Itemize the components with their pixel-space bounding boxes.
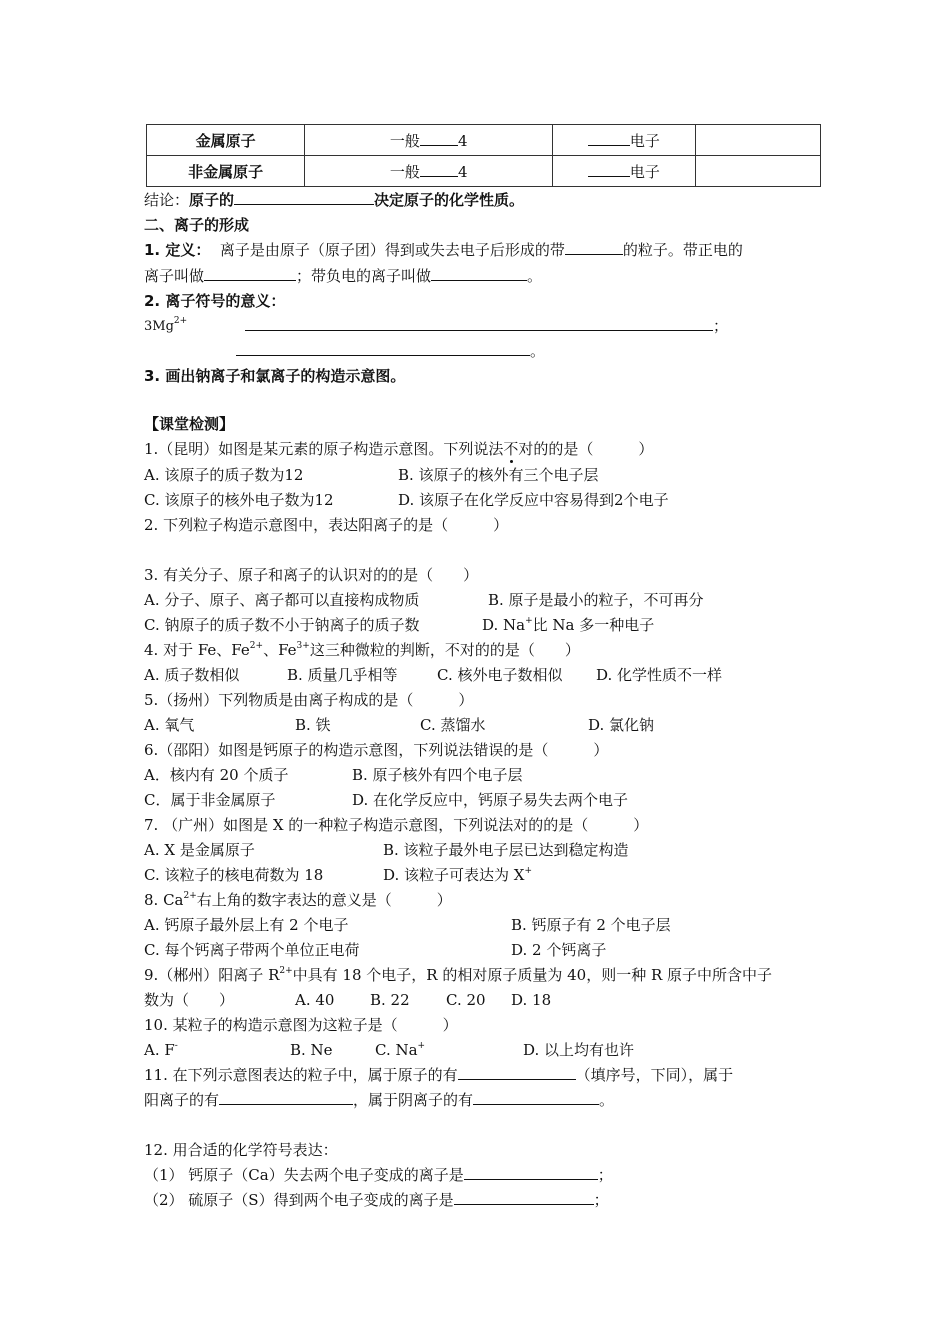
- question-5: 5.（扬州）下列物质是由离子构成的是（ ）: [144, 691, 474, 709]
- answer-blank[interactable]: [234, 190, 374, 205]
- option-b: B. 该原子的核外有三个电子层: [398, 466, 599, 484]
- definition-line: 1. 定义： 离子是由原子（原子团）得到或失去电子后形成的带 的粒子。带正电的: [144, 241, 743, 259]
- option-c: C．属于非金属原子: [144, 791, 276, 809]
- option-c: C. 钠原子的质子数不小于钠离子的质子数: [144, 616, 420, 634]
- table-cell-count: 一般 4: [305, 125, 553, 156]
- answer-blank[interactable]: [236, 341, 530, 356]
- option-c: C. Na+: [375, 1041, 426, 1059]
- table-row: [147, 125, 821, 156]
- option-d: D. Na+比 Na 多一种电子: [482, 616, 655, 634]
- option-b: B. 22: [370, 991, 410, 1009]
- table-cell-electron: 电子: [553, 156, 695, 187]
- question-4: 4. 对于 Fe、$Fe^{2+}$、$Fe^{3+}$这三种微粒的判断，不对的的是（ ）: [144, 641, 580, 659]
- table-row: [147, 156, 821, 187]
- table-cell-type: 非金属原子: [147, 156, 305, 187]
- option-d: D. 该原子在化学反应中容易得到2个电子: [398, 491, 669, 509]
- option-b: B. 钙原子有 2 个电子层: [511, 916, 671, 934]
- option-a: A．核内有 20 个质子: [144, 766, 289, 784]
- question-9: 9.（郴州）阳离子 $R^{2+}$中具有 18 个电子，R 的相对原子质量为 40，则一种 R 原子中所含中子: [144, 966, 773, 984]
- answer-blank[interactable]: [245, 316, 713, 331]
- question-12-part1: （1） 钙原子（Ca）失去两个电子变成的离子是 ；: [144, 1166, 613, 1184]
- subsection-title: 2. 离子符号的意义：: [144, 292, 286, 310]
- section-title: 二、离子的形成: [144, 216, 250, 234]
- symbol-meaning-line: 。: [236, 341, 545, 361]
- option-a: A. 40: [295, 991, 335, 1009]
- question-11: 11. 在下列示意图表达的粒子中，属于原子的有 （填序号，下同），属于: [144, 1066, 734, 1084]
- option-c: C. 每个钙离子带两个单位正电荷: [144, 941, 360, 959]
- answer-blank[interactable]: [458, 1065, 576, 1080]
- ion-symbol: $3Mg^{2+}$: [144, 316, 188, 334]
- question-9-line2: 数为（ ）: [144, 991, 235, 1009]
- question-3: 3. 有关分子、原子和离子的认识对的的是（ ）: [144, 566, 479, 584]
- option-a: A. 钙原子最外层上有 2 个电子: [144, 916, 349, 934]
- question-12-part2: （2） 硫原子（S）得到两个电子变成的离子是 ；: [144, 1191, 609, 1209]
- answer-blank[interactable]: [219, 1090, 353, 1105]
- option-b: B. 原子是最小的粒子，不可再分: [488, 591, 704, 609]
- option-b: B. 质量几乎相等: [287, 666, 398, 684]
- option-a: A. 质子数相似: [144, 666, 240, 684]
- question-12: 12. 用合适的化学符号表达：: [144, 1141, 338, 1159]
- option-c: C. 核外电子数相似: [437, 666, 563, 684]
- table-cell-count: 一般 4: [305, 156, 553, 187]
- question-2: 2. 下列粒子构造示意图中，表达阳离子的是（ ）: [144, 516, 509, 534]
- option-c: C. 该粒子的核电荷数为 18: [144, 866, 324, 884]
- option-a: A. F-: [144, 1041, 178, 1059]
- option-b: B. Ne: [290, 1041, 333, 1059]
- table-cell-empty: [695, 156, 820, 187]
- question-8: 8. $Ca^{2+}$右上角的数字表达的意义是（ ）: [144, 891, 452, 909]
- option-d: D. 2 个钙离子: [511, 941, 607, 959]
- question-1: 1.（昆明）如图是某元素的原子构造示意图。下列说法不对的的是（ ）: [144, 440, 654, 458]
- option-a: A. 分子、原子、离子都可以直接构成物质: [144, 591, 420, 609]
- subsection-title: 3. 画出钠离子和氯离子的构造示意图。: [144, 367, 406, 385]
- atom-type-table: [146, 124, 821, 187]
- answer-blank[interactable]: [204, 266, 296, 281]
- conclusion-line: 结论：原子的 决定原子的化学性质。: [144, 191, 525, 209]
- table-cell-empty: [695, 125, 820, 156]
- option-d: D. 该粒子可表达为 X+: [383, 866, 533, 884]
- answer-blank[interactable]: [420, 131, 458, 146]
- option-d: D. 氯化钠: [588, 716, 655, 734]
- table-cell-type: 金属原子: [147, 125, 305, 156]
- option-c: C. 20: [446, 991, 486, 1009]
- answer-blank[interactable]: [420, 162, 458, 177]
- option-a: A. 氧气: [144, 716, 195, 734]
- option-d: D. 在化学反应中，钙原子易失去两个电子: [352, 791, 629, 809]
- option-b: B. 原子核外有四个电子层: [352, 766, 523, 784]
- quiz-title: 【课堂检测】: [144, 415, 235, 433]
- option-d: D. 化学性质不一样: [596, 666, 723, 684]
- option-c: C. 蒸馏水: [420, 716, 486, 734]
- answer-blank[interactable]: [464, 1165, 598, 1180]
- symbol-meaning-line: ；: [245, 316, 728, 336]
- option-b: B. 该粒子最外电子层已达到稳定构造: [383, 841, 629, 859]
- option-c: C. 该原子的核外电子数为12: [144, 491, 334, 509]
- answer-blank[interactable]: [473, 1090, 599, 1105]
- option-d: D. 以上均有也许: [523, 1041, 635, 1059]
- answer-blank[interactable]: [588, 131, 630, 146]
- table-cell-electron: 电子: [553, 125, 695, 156]
- question-10: 10. 某粒子的构造示意图为这粒子是（ ）: [144, 1016, 458, 1034]
- question-11-line2: 阳离子的有 ，属于阴离子的有 。: [144, 1091, 615, 1109]
- option-a: A. 该原子的质子数为12: [144, 466, 304, 484]
- option-a: A. X 是金属原子: [144, 841, 255, 859]
- question-7: 7. （广州）如图是 X 的一种粒子构造示意图，下列说法对的的是（ ）: [144, 816, 649, 834]
- answer-blank[interactable]: [565, 240, 623, 255]
- definition-line: 离子叫做 ；带负电的离子叫做 。: [144, 267, 543, 285]
- option-b: B. 铁: [295, 716, 331, 734]
- answer-blank[interactable]: [588, 162, 630, 177]
- option-d: D. 18: [511, 991, 552, 1009]
- answer-blank[interactable]: [454, 1190, 594, 1205]
- answer-blank[interactable]: [431, 266, 527, 281]
- question-6: 6.（邵阳）如图是钙原子的构造示意图，下列说法错误的是（ ）: [144, 741, 609, 759]
